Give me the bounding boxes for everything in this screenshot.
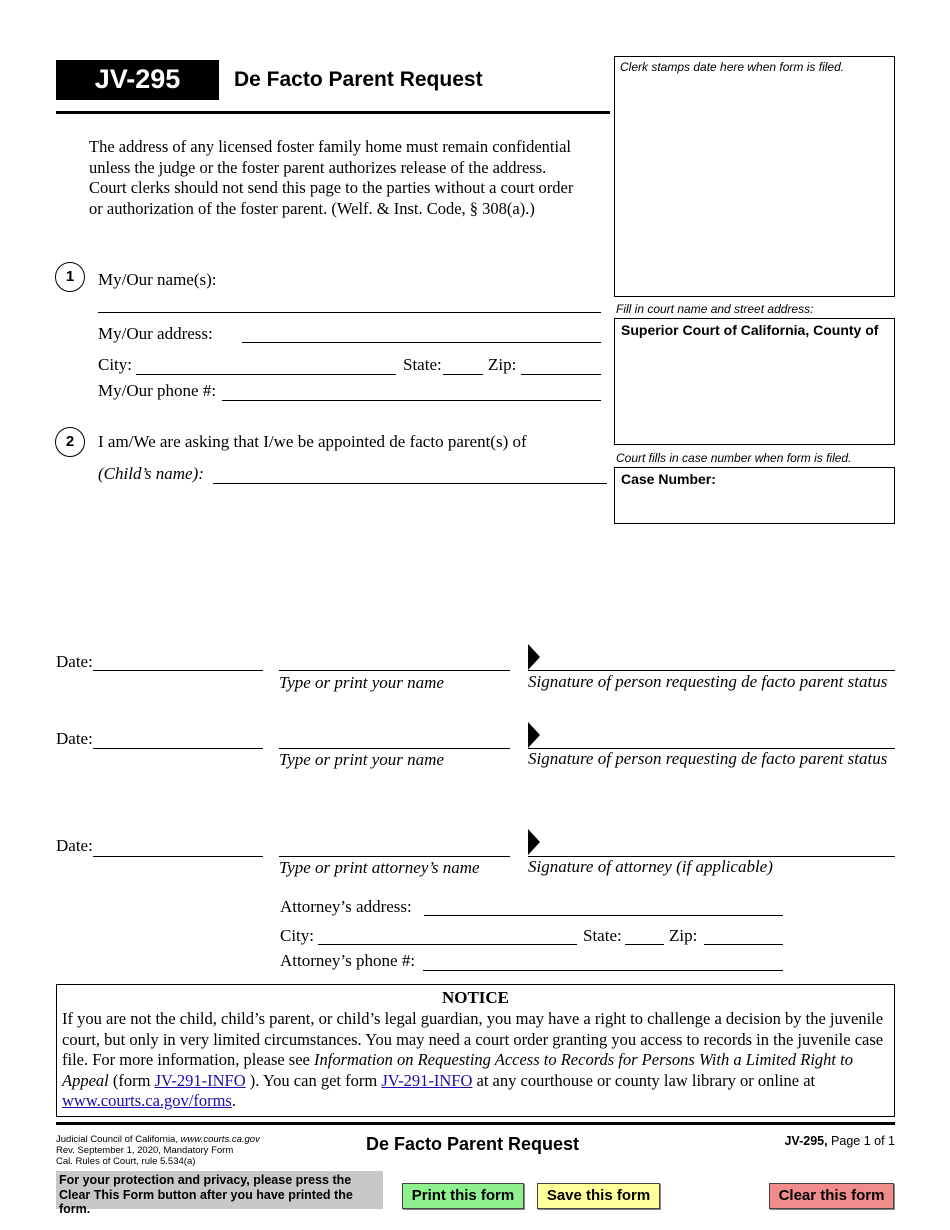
footer-title: De Facto Parent Request [366,1134,580,1154]
address-field[interactable] [242,325,601,343]
footer-council-site: www.courts.ca.gov [180,1134,260,1145]
footer-page-number: Page 1 of 1 [827,1134,895,1148]
phone-label: My/Our phone #: [98,381,217,400]
attorney-address-label: Attorney’s address: [280,897,412,916]
attorney-name-caption: Type or print attorney’s name [279,858,480,877]
city-label: City: [98,355,133,374]
attorney-state-label: State: [583,926,622,945]
footer-council-name: Judicial Council of California, [56,1134,181,1145]
child-name-field[interactable] [213,466,607,484]
header-rule [56,111,610,114]
attorney-zip-label: Zip: [669,926,698,945]
item-2-number: 2 [55,427,85,457]
printed-name-field-2[interactable] [279,731,510,749]
case-number-instructions: Court fills in case number when form is filed. [616,451,852,465]
zip-field[interactable] [521,357,601,375]
notice-body [62,1009,892,1112]
court-name-text: Superior Court of California, County of [621,322,879,338]
attorney-signature-caption: Signature of attorney (if applicable) [528,857,773,876]
jv-291-info-link-1[interactable]: JV-291-INFO [154,1070,246,1090]
printed-name-field-1[interactable] [279,653,510,671]
notice-italic-title: Information on Requesting Access to Records for Persons With a Limited Right to Appeal [62,1050,853,1090]
footer-rule [56,1122,895,1125]
notice-text-4: at any courthouse or county law library or online at [472,1070,816,1090]
printed-name-caption-1: Type or print your name [279,673,444,692]
date-field-3[interactable] [93,839,263,857]
notice-heading: NOTICE [441,988,510,1007]
zip-label: Zip: [488,355,517,374]
item-1-number: 1 [55,262,85,292]
state-label: State: [403,355,442,374]
form-number-badge: JV-295 [56,60,219,100]
attorney-signature-field[interactable] [528,839,895,857]
footer-rules: Cal. Rules of Court, rule 5.534(a) [56,1156,196,1167]
printed-name-caption-2: Type or print your name [279,750,444,769]
address-label: My/Our address: [98,324,213,343]
notice-text-2: (form [108,1070,155,1090]
save-form-button[interactable]: Save this form [537,1183,660,1209]
attorney-address-field[interactable] [424,898,783,916]
form-title: De Facto Parent Request [234,68,483,91]
notice-text-1: If you are not the child, child’s parent, or child’s legal guardian, you may have a right to challenge a decision by the juvenile court, but only in very limited circumstances. You may need a court order granting you access to records in the juvenile case file. For more information, please see [62,1009,884,1070]
attorney-city-label: City: [280,926,315,945]
signature-field-1[interactable] [528,653,895,671]
attorney-zip-field[interactable] [704,927,783,945]
date-field-2[interactable] [93,731,263,749]
signature-caption-1: Signature of person requesting de facto parent status [528,672,888,691]
footer-council [56,1134,260,1167]
privacy-notice: For your protection and privacy, please press the Clear This Form button after you have printed the form. [56,1171,383,1209]
court-name-label: Fill in court name and street address: [616,302,814,316]
phone-field[interactable] [222,383,601,401]
confidentiality-notice: The address of any licensed foster family home must remain confidential unless the judge or the foster parent authorizes release of the address. Court clerks should not send this page to the parties without a court order or authorization of the foster parent. (Welf. & Inst. Code, § 308(a).) [89,137,574,218]
attorney-phone-field[interactable] [423,953,783,971]
attorney-name-field[interactable] [279,839,510,857]
clear-form-button[interactable]: Clear this form [769,1183,894,1209]
name-field[interactable] [98,295,601,313]
clerk-stamp-box [614,56,895,297]
date-field-1[interactable] [93,653,263,671]
attorney-phone-label: Attorney’s phone #: [280,951,416,970]
courts-forms-link[interactable]: www.courts.ca.gov/forms [62,1091,232,1111]
jv-291-info-link-2[interactable]: JV-291-INFO [381,1070,473,1090]
notice-text-5: . [231,1091,236,1111]
signature-field-2[interactable] [528,731,895,749]
city-field[interactable] [136,357,396,375]
name-label: My/Our name(s): [98,270,217,289]
signature-caption-2: Signature of person requesting de facto parent status [528,749,888,768]
state-field[interactable] [443,357,483,375]
clerk-stamp-label: Clerk stamps date here when form is filed. [620,60,845,74]
child-name-label: (Child’s name): [98,464,204,483]
date-label-3: Date: [56,836,93,855]
date-label-1: Date: [56,652,93,671]
case-number-label: Case Number: [621,471,716,487]
appointment-request-text: I am/We are asking that I/we be appointed de facto parent(s) of [98,432,527,451]
footer-page-info [784,1134,895,1148]
print-form-button[interactable]: Print this form [402,1183,524,1209]
footer-revision: Rev. September 1, 2020, Mandatory Form [56,1145,234,1156]
date-label-2: Date: [56,729,93,748]
notice-text-3: ). You can get form [245,1070,382,1090]
attorney-city-field[interactable] [318,927,577,945]
attorney-state-field[interactable] [625,927,664,945]
footer-form-number: JV-295, [784,1134,828,1148]
